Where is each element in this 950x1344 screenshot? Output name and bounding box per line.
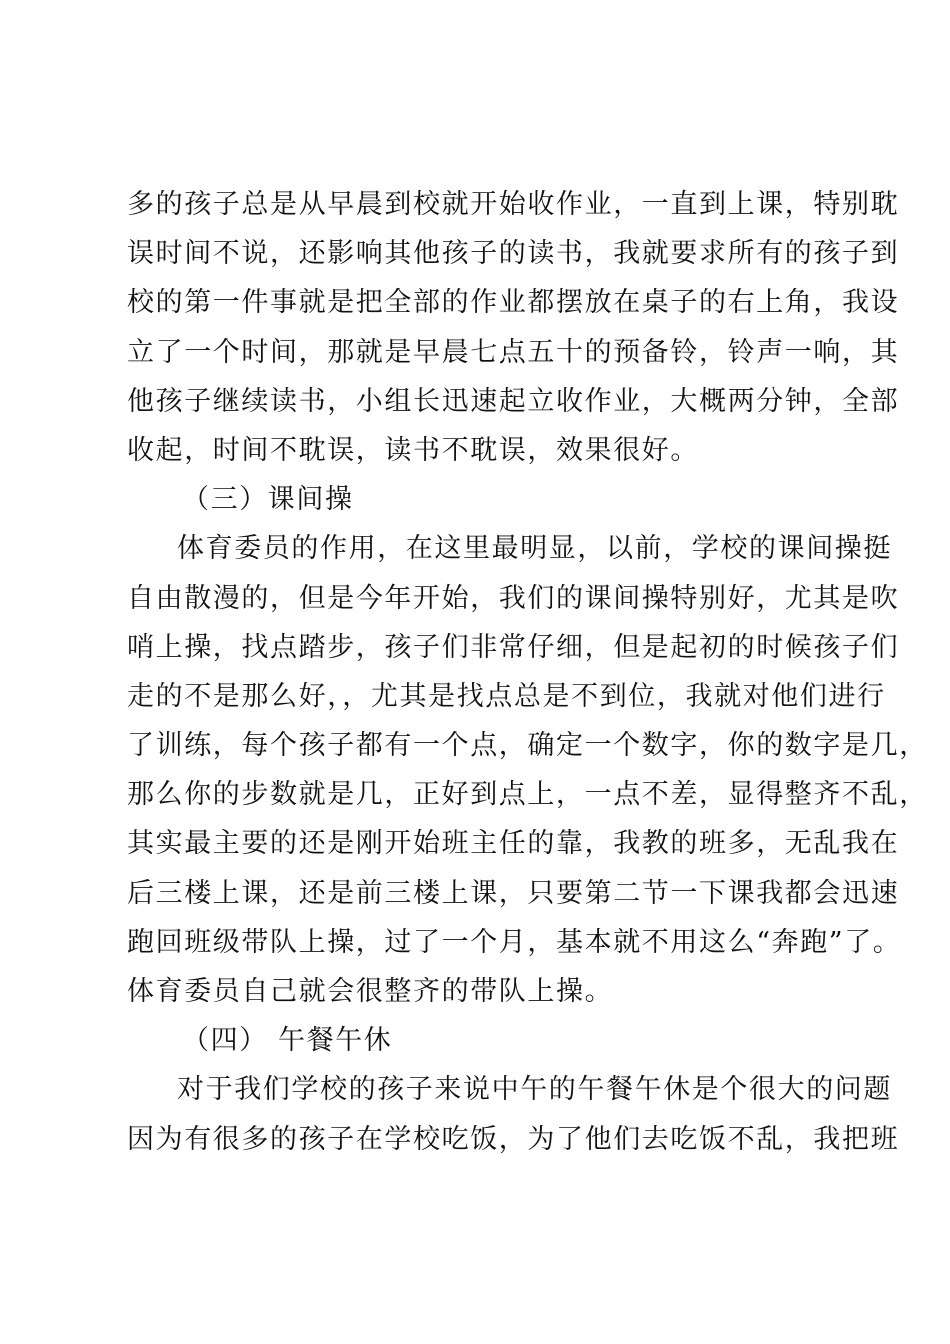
paragraph-line: 收起，时间不耽误，读书不耽误，效果很好。: [127, 434, 699, 466]
paragraph-line: 那么你的步数就是几，正好到点上，一点不差，显得整齐不乱，: [127, 779, 928, 811]
paragraph-line: 他孩子继续读书，小组长迅速起立收作业，大概两分钟，全部: [127, 385, 900, 417]
paragraph-line: 体育委员的作用，在这里最明显，以前，学校的课间操挺: [177, 533, 892, 565]
paragraph-line: 对于我们学校的孩子来说中午的午餐午休是个很大的问题: [177, 1074, 892, 1106]
section-heading-4: （四） 午餐午休: [182, 1025, 393, 1057]
paragraph-line: 自由散漫的，但是今年开始，我们的课间操特别好，尤其是吹: [127, 582, 900, 614]
paragraph-line: 跑回班级带队上操，过了一个月，基本就不用这么“奔跑”了。: [127, 926, 902, 958]
paragraph-line: 了训练，每个孩子都有一个点，确定一个数字，你的数字是几，: [127, 730, 928, 762]
paragraph-line: 哨上操，找点踏步，孩子们非常仔细，但是起初的时候孩子们: [127, 631, 900, 663]
paragraph-line: 因为有很多的孩子在学校吃饭，为了他们去吃饭不乱，我把班: [127, 1123, 900, 1155]
document-body: [127, 180, 928, 1164]
section-heading-3: （三）课间操: [182, 484, 354, 516]
paragraph-line: 多的孩子总是从早晨到校就开始收作业，一直到上课，特别耽: [127, 189, 900, 220]
paragraph-line: 体育委员自己就会很整齐的带队上操。: [127, 976, 614, 1007]
paragraph-line: 立了一个时间，那就是早晨七点五十的预备铃，铃声一响，其: [127, 336, 900, 368]
paragraph-line: 校的第一件事就是把全部的作业都摆放在桌子的右上角，我设: [127, 287, 900, 319]
paragraph-line: 其实最主要的还是刚开始班主任的靠，我教的班多，无乱我在: [127, 828, 900, 860]
paragraph-line: 走的不是那么好，，尤其是找点总是不到位，我就对他们进行: [127, 680, 886, 712]
paragraph-line: 后三楼上课，还是前三楼上课，只要第二节一下课我都会迅速: [127, 877, 900, 909]
paragraph-line: 误时间不说，还影响其他孩子的读书，我就要求所有的孩子到: [127, 238, 900, 270]
